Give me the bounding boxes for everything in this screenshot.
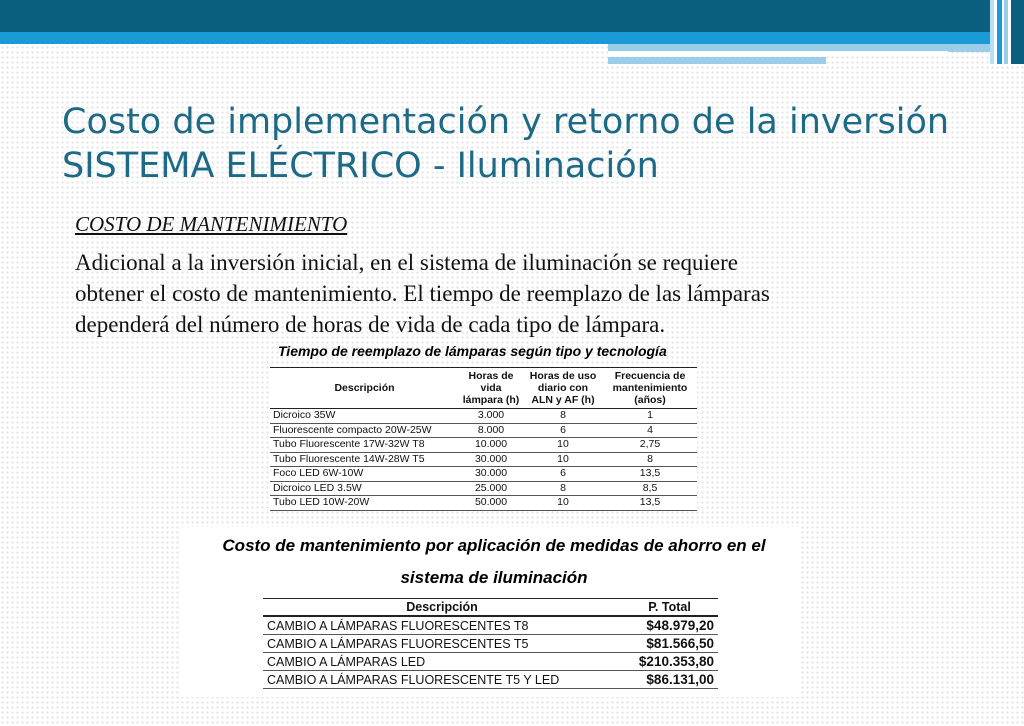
lamp-description: Dicroico 35W: [270, 409, 459, 424]
header-vertical-stripes: [990, 0, 1024, 64]
lamp-life-hours: 50.000: [459, 496, 523, 511]
daily-use-hours: 10: [523, 438, 603, 453]
maintenance-frequency: 13,5: [603, 496, 697, 511]
paragraph-line: obtener el costo de mantenimiento. El tiempo de reemplazo de las lámparas: [75, 281, 770, 306]
cost-total: $210.353,80: [621, 653, 718, 671]
cost-table-title-line1: Costo de mantenimiento por aplicación de medidas de ahorro en el: [222, 536, 766, 555]
cost-total: $48.979,20: [621, 616, 718, 635]
lamp-life-hours: 3.000: [459, 409, 523, 424]
maintenance-frequency: 13,5: [603, 467, 697, 482]
column-header: Frecuencia de mantenimiento (años): [603, 368, 697, 409]
daily-use-hours: 10: [523, 496, 603, 511]
header-banner-stripe: [0, 32, 1005, 44]
lamp-life-hours: 10.000: [459, 438, 523, 453]
cost-description: CAMBIO A LÁMPARAS LED: [263, 653, 621, 671]
slide-title: [62, 100, 1002, 188]
column-header: Horas de vida lámpara (h): [459, 368, 523, 409]
cost-total: $86.131,00: [621, 671, 718, 689]
body-paragraph: [75, 247, 955, 340]
column-header: P. Total: [621, 599, 718, 617]
column-header: Descripción: [263, 599, 621, 617]
table-row: [263, 671, 718, 689]
cost-table-title-line2: sistema de iluminación: [400, 568, 588, 587]
table-row: [263, 635, 718, 653]
table-row: [270, 452, 697, 467]
paragraph-line: dependerá del número de horas de vida de cada tipo de lámpara.: [75, 312, 666, 337]
header-banner: [0, 0, 1024, 32]
table-row: [270, 467, 697, 482]
lamp-life-hours: 8.000: [459, 423, 523, 438]
column-header: Descripción: [270, 368, 459, 409]
table-row: [270, 438, 697, 453]
lamp-life-hours: 30.000: [459, 467, 523, 482]
cost-table-title: [184, 530, 804, 594]
table-row: [263, 616, 718, 635]
replacement-table: [270, 367, 697, 511]
maintenance-frequency: 1: [603, 409, 697, 424]
cost-description: CAMBIO A LÁMPARAS FLUORESCENTES T8: [263, 616, 621, 635]
header-banner-accent-short: [608, 57, 826, 64]
lamp-description: Dicroico LED 3.5W: [270, 481, 459, 496]
cost-description: CAMBIO A LÁMPARAS FLUORESCENTES T5: [263, 635, 621, 653]
paragraph-line: Adicional a la inversión inicial, en el sistema de iluminación se requiere: [75, 250, 738, 275]
section-subheading: COSTO DE MANTENIMIENTO: [75, 212, 348, 236]
table-row: [263, 653, 718, 671]
maintenance-frequency: 8: [603, 452, 697, 467]
daily-use-hours: 8: [523, 481, 603, 496]
header-banner-divider: [608, 51, 948, 54]
replacement-table-title: Tiempo de reemplazo de lámparas según tipo y tecnología: [278, 343, 667, 359]
daily-use-hours: 8: [523, 409, 603, 424]
lamp-description: Fluorescente compacto 20W-25W: [270, 423, 459, 438]
lamp-life-hours: 25.000: [459, 481, 523, 496]
column-header: Horas de uso diario con ALN y AF (h): [523, 368, 603, 409]
slide-title-line2: SISTEMA ELÉCTRICO - Iluminación: [62, 146, 659, 186]
lamp-description: Tubo Fluorescente 17W-32W T8: [270, 438, 459, 453]
lamp-life-hours: 30.000: [459, 452, 523, 467]
daily-use-hours: 6: [523, 423, 603, 438]
cost-description: CAMBIO A LÁMPARAS FLUORESCENTE T5 Y LED: [263, 671, 621, 689]
slide-title-line1: Costo de implementación y retorno de la inversión: [62, 102, 950, 142]
table-header-row: [263, 599, 718, 617]
table-row: [270, 481, 697, 496]
lamp-description: Tubo Fluorescente 14W-28W T5: [270, 452, 459, 467]
cost-total: $81.566,50: [621, 635, 718, 653]
lamp-description: Foco LED 6W-10W: [270, 467, 459, 482]
maintenance-frequency: 2,75: [603, 438, 697, 453]
maintenance-cost-table: [263, 598, 718, 689]
table-row: [270, 409, 697, 424]
table-row: [270, 423, 697, 438]
lamp-description: Tubo LED 10W-20W: [270, 496, 459, 511]
table-row: [270, 496, 697, 511]
daily-use-hours: 10: [523, 452, 603, 467]
daily-use-hours: 6: [523, 467, 603, 482]
maintenance-frequency: 8,5: [603, 481, 697, 496]
maintenance-frequency: 4: [603, 423, 697, 438]
table-header-row: [270, 368, 697, 409]
